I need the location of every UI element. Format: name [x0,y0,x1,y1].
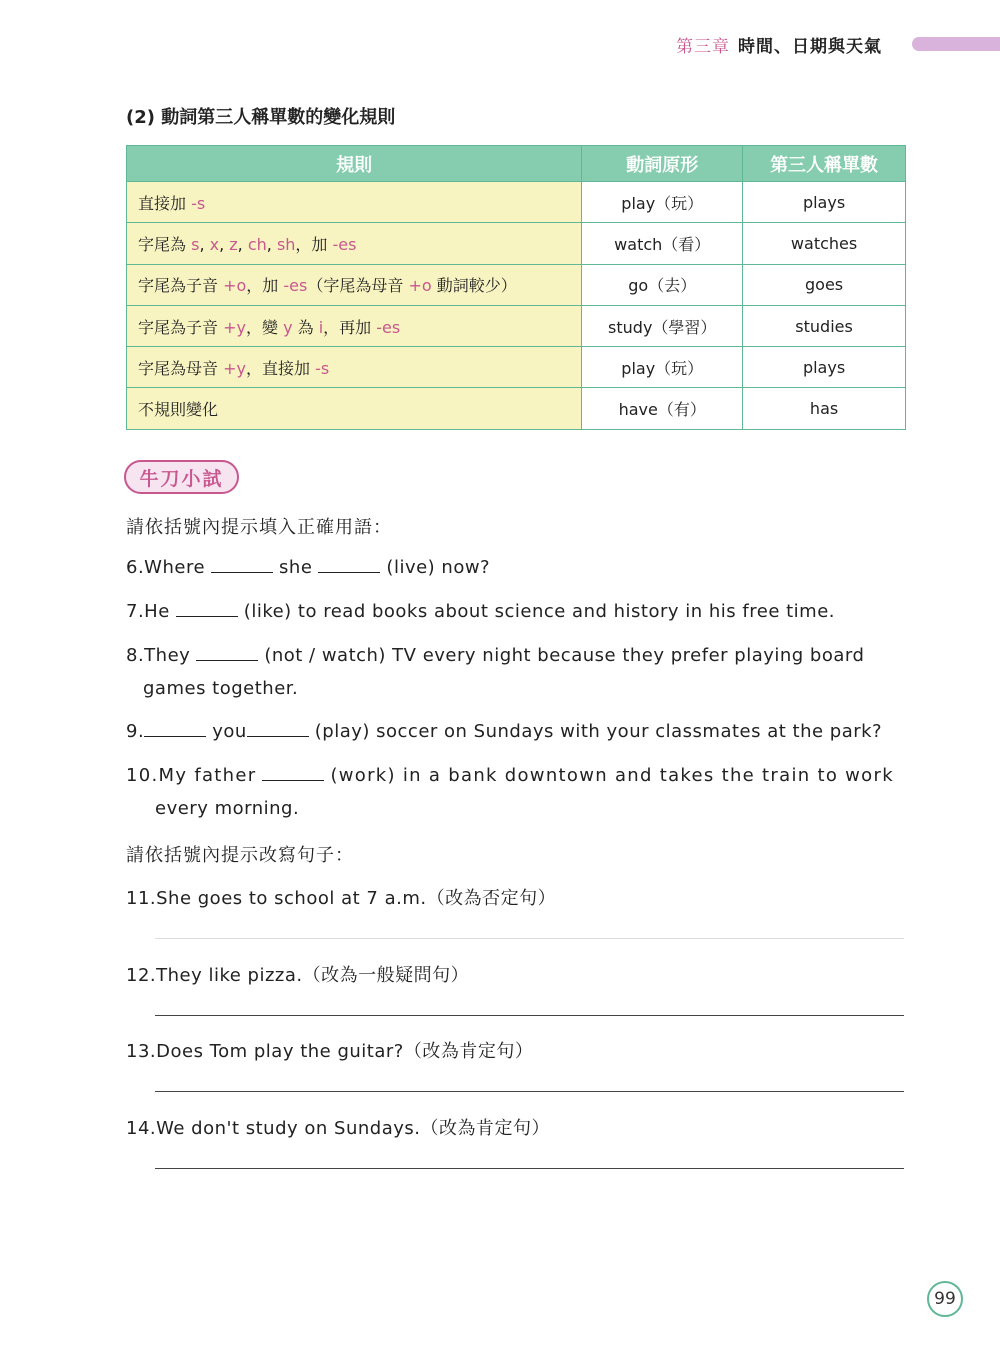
third-person-cell: plays [743,182,906,223]
answer-blank[interactable] [196,660,258,661]
rule-text: ，加 [246,276,284,296]
section-title: (2) 動詞第三人稱單數的變化規則 [126,107,396,128]
rule-cell [127,305,582,346]
rule-text: 動詞較少） [431,276,517,296]
third-person-cell: plays [743,347,906,388]
rule-suffix: z [229,234,238,254]
header-rule: 規則 [127,146,582,182]
question-10 [126,765,894,786]
question-12: 12.They like pizza.（改為一般疑問句） [126,965,470,986]
header-base-form: 動詞原形 [582,146,743,182]
q7-text-b: (like) to read books about science and history in his free time. [243,601,836,622]
third-person-cell: has [743,388,906,429]
rule-text: 字尾為子音 [138,317,224,337]
base-form-cell: go（去） [582,264,743,305]
instruction-rewrite: 請依括號內提示改寫句子： [126,845,354,866]
rule-text: 字尾為 [138,234,192,254]
instruction-fill-in: 請依括號內提示填入正確用語： [126,517,392,538]
rule-text: ，直接加 [245,358,316,378]
answer-blank[interactable] [318,572,380,573]
answer-blank[interactable] [176,616,238,617]
rule-text: 字尾為子音 [138,276,224,296]
question-8 [126,645,864,666]
rule-cell [127,223,582,264]
third-person-cell: studies [743,305,906,346]
base-form-cell: study（學習） [582,305,743,346]
question-7 [126,601,835,622]
q8-continuation: games together. [143,678,299,699]
header-decor-bar [912,37,1000,51]
q6-text-a: 6.Where [126,557,206,578]
table-row [127,347,906,388]
q6-text-b: she [279,557,313,578]
rule-text: 字尾為母音 [138,358,224,378]
chapter-title: 時間、日期與天氣 [738,36,882,57]
rule-text: 為 [292,317,319,337]
question-11: 11.She goes to school at 7 a.m.（改為否定句） [126,888,557,909]
rule-suffix: -es [283,276,308,296]
base-form-cell: watch（看） [582,223,743,264]
q9-text-a: 9. [126,721,145,742]
answer-line[interactable] [155,1015,904,1016]
question-14: 14.We don't study on Sundays.（改為肯定句） [126,1118,550,1139]
header-third-person: 第三人稱單數 [743,146,906,182]
conjugation-rules-table [126,145,906,430]
answer-blank[interactable] [262,780,324,781]
q10-text-b: (work) in a bank downtown and takes the train to work [330,765,894,786]
base-form-cell: play（玩） [582,347,743,388]
base-form-cell: have（有） [582,388,743,429]
practice-badge: 牛刀小試 [124,460,239,494]
rule-text: , [266,234,277,254]
rule-suffix: -es [376,317,401,337]
table-row [127,264,906,305]
q8-text-b: (not / watch) TV every night because they prefer playing board [264,645,865,666]
rule-cell [127,388,582,429]
rule-suffix: i [318,317,324,337]
chapter-number: 第三章 [676,36,730,57]
q9-text-b: you [212,721,247,742]
q8-text-a: 8.They [126,645,191,666]
answer-line[interactable] [155,1091,904,1092]
rule-text: ，加 [295,234,333,254]
table-row [127,182,906,223]
base-form-cell: play（玩） [582,182,743,223]
q9-text-c: (play) soccer on Sundays with your classmates at the park? [314,721,883,742]
third-person-cell: watches [743,223,906,264]
rule-text: 不規則變化 [138,400,219,420]
answer-line[interactable] [155,1168,904,1169]
rule-cell [127,182,582,223]
q6-text-c: (live) now? [386,557,491,578]
rule-suffix: -es [332,234,357,254]
q7-text-a: 7.He [126,601,170,622]
rule-suffix: x [209,234,220,254]
table-header-row [127,146,906,182]
rule-suffix: y [283,317,293,337]
rule-text: ，再加 [323,317,377,337]
rule-text: （字尾為母音 [307,276,409,296]
question-9 [126,721,882,742]
answer-line[interactable] [155,938,904,939]
answer-blank[interactable] [144,736,206,737]
question-13: 13.Does Tom play the guitar?（改為肯定句） [126,1041,534,1062]
rule-suffix: +o [223,276,247,296]
rule-cell [127,347,582,388]
rule-text: 直接加 [138,193,192,213]
rule-suffix: -s [315,358,330,378]
rule-suffix: +o [408,276,432,296]
q10-continuation: every morning. [155,798,300,819]
answer-blank[interactable] [247,736,309,737]
table-row [127,388,906,429]
question-6 [126,557,490,578]
table-row [127,223,906,264]
rule-suffix: +y [223,358,246,378]
rule-suffix: ch [247,234,267,254]
rule-text: , [219,234,230,254]
page-number: 99 [927,1281,963,1317]
rule-suffix: -s [191,193,206,213]
rule-cell [127,264,582,305]
rule-text: , [199,234,210,254]
rule-suffix: s [191,234,200,254]
q10-text-a: 10.My father [126,765,257,786]
rule-text: , [237,234,248,254]
third-person-cell: goes [743,264,906,305]
answer-blank[interactable] [211,572,273,573]
rule-suffix: +y [223,317,246,337]
rule-suffix: sh [276,234,296,254]
table-row [127,305,906,346]
rule-text: ，變 [245,317,284,337]
